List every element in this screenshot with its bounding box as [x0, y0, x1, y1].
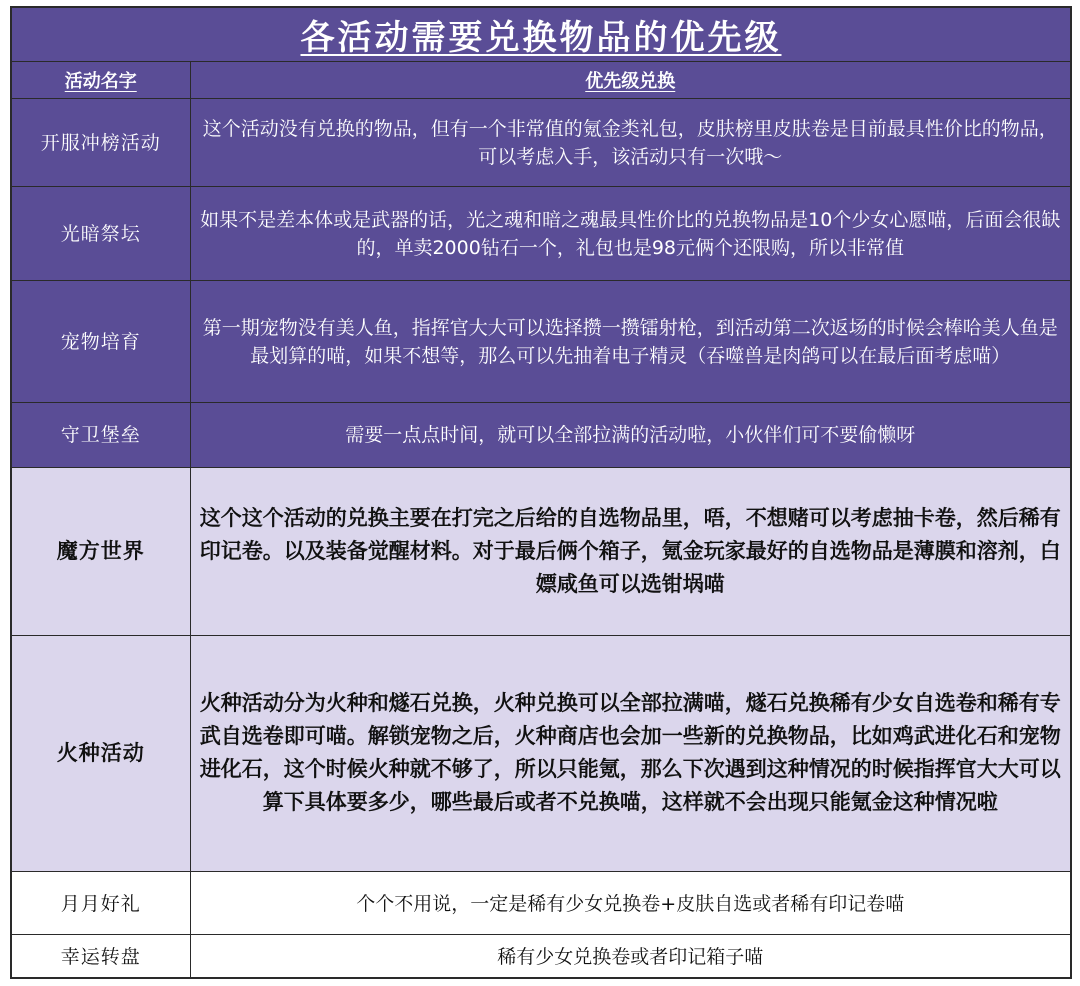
priority-table — [10, 6, 1072, 979]
header-activity-cell — [11, 61, 190, 99]
activity-description: 这个活动没有兑换的物品，但有一个非常值的氪金类礼包，皮肤榜里皮肤卷是目前最具性价比的物品，可以考虑入手，该活动只有一次哦～ — [190, 99, 1071, 186]
table-row — [11, 403, 1071, 468]
activity-name: 火种活动 — [11, 635, 190, 871]
activity-description: 需要一点点时间，就可以全部拉满的活动啦，小伙伴们可不要偷懒呀 — [190, 403, 1071, 468]
header-priority-cell — [190, 61, 1071, 99]
activity-name: 光暗祭坛 — [11, 186, 190, 281]
table-row — [11, 871, 1071, 934]
activity-name: 魔方世界 — [11, 468, 190, 636]
table-row — [11, 635, 1071, 871]
priority-table-container — [10, 6, 1070, 979]
activity-name: 幸运转盘 — [11, 934, 190, 978]
table-row — [11, 281, 1071, 403]
activity-name: 宠物培育 — [11, 281, 190, 403]
header-activity: 活动名字 — [64, 71, 137, 93]
activity-name: 开服冲榜活动 — [11, 99, 190, 186]
table-row — [11, 468, 1071, 636]
header-row — [11, 61, 1071, 99]
table-row — [11, 99, 1071, 186]
table-title-cell — [11, 7, 1071, 61]
activity-description: 个个不用说，一定是稀有少女兑换卷+皮肤自选或者稀有印记卷喵 — [190, 871, 1071, 934]
activity-description: 如果不是差本体或是武器的话，光之魂和暗之魂最具性价比的兑换物品是10个少女心愿喵，后面会很缺的，单卖2000钻石一个，礼包也是98元俩个还限购，所以非常值 — [190, 186, 1071, 281]
activity-name: 月月好礼 — [11, 871, 190, 934]
activity-description: 稀有少女兑换卷或者印记箱子喵 — [190, 934, 1071, 978]
table-row — [11, 186, 1071, 281]
activity-description: 第一期宠物没有美人鱼，指挥官大大可以选择攒一攒镭射枪，到活动第二次返场的时候会棒哈美人鱼是最划算的喵，如果不想等，那么可以先抽着电子精灵（吞噬兽是肉鸽可以在最后面考虑喵） — [190, 281, 1071, 403]
activity-description: 火种活动分为火种和燧石兑换，火种兑换可以全部拉满喵，燧石兑换稀有少女自选卷和稀有专武自选卷即可喵。解锁宠物之后，火种商店也会加一些新的兑换物品，比如鸡武进化石和宠物进化石，这个时候火种就不够了，所以只能氪，那么下次遇到这种情况的时候指挥官大大可以算下具体要多少，哪些最后或者不兑换喵，这样就不会出现只能氪金这种情况啦 — [190, 635, 1071, 871]
activity-description: 这个这个活动的兑换主要在打完之后给的自选物品里，唔，不想赌可以考虑抽卡卷，然后稀有印记卷。以及装备觉醒材料。对于最后俩个箱子，氪金玩家最好的自选物品是薄膜和溶剂，白嫖咸鱼可以选钳埚喵 — [190, 468, 1071, 636]
header-priority: 优先级兑换 — [585, 71, 676, 93]
activity-name: 守卫堡垒 — [11, 403, 190, 468]
title-row — [11, 7, 1071, 61]
table-title: 各活动需要兑换物品的优先级 — [300, 17, 782, 58]
table-row — [11, 934, 1071, 978]
